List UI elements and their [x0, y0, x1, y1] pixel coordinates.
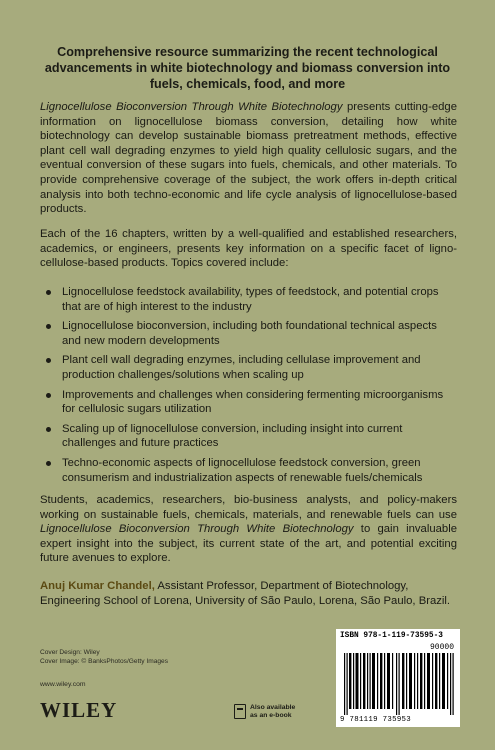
bullet-icon	[46, 461, 51, 466]
intro-paragraph	[40, 100, 457, 217]
isbn-supplement: 90000	[429, 643, 454, 652]
cover-design-credit: Cover Design: Wiley	[40, 649, 100, 656]
topic-text: Improvements and challenges when considering fermenting microorganisms for cellulosic sugars utilization	[62, 388, 444, 416]
bullet-icon	[46, 427, 51, 432]
publisher-website[interactable]: www.wiley.com	[40, 681, 86, 688]
isbn-digits: 9 781119 735953	[340, 716, 412, 724]
bullet-icon	[46, 290, 51, 295]
intro-book-title: Lignocellulose Bioconversion Through White Biotechnology	[40, 101, 343, 113]
author-affiliation: Assistant Professor, Department of Biotechnology, Engineering School of Lorena, University of São Paulo, Lorena, São Paulo, Brazil.	[40, 580, 451, 607]
audience-text-before: Students, academics, researchers, bio-business analysts, and policy-makers working on sustainable fuels, chemicals, materials, and renewable fuels can use	[40, 494, 457, 521]
ebook-line-1: Also available	[250, 704, 296, 711]
audience-text-after: to gain invaluable expert insight into the subject, its current state of the art, and potential exciting future avenues to explore.	[40, 523, 457, 565]
isbn-label: ISBN 978-1-119-73595-3	[340, 632, 443, 640]
author-name: Anuj Kumar Chandel,	[40, 580, 155, 592]
headline: Comprehensive resource summarizing the recent technological advancements in white biotechnology and biomass conversion into fuels, chemicals, food, and more	[44, 45, 451, 91]
topic-text: Plant cell wall degrading enzymes, including cellulase improvement and production challenges/solutions when scaling up	[62, 354, 421, 381]
topic-text: Lignocellulose feedstock availability, types of feedstock, and potential crops that are of high interest to the industry	[62, 286, 439, 313]
chapters-paragraph: Each of the 16 chapters, written by a well-qualified and established researchers, academics, or engineers, presents key information on a specific facet of lignocellulose-based products. Topics covered include:	[40, 228, 457, 270]
topic-item	[46, 319, 456, 348]
cover-credits	[40, 648, 168, 666]
topic-item	[46, 353, 456, 382]
isbn-barcode-box	[336, 629, 460, 727]
bullet-icon	[46, 358, 51, 363]
topic-text: Lignocellulose bioconversion, including both foundational technical aspects and new modern developments	[62, 320, 437, 347]
topic-item	[46, 456, 456, 485]
audience-paragraph	[40, 493, 457, 566]
topic-text: Scaling up of lignocellulose conversion, including insight into current challenges and future practices	[62, 422, 403, 450]
wiley-logo: WILEY	[40, 698, 118, 722]
author-bio	[40, 579, 460, 608]
ebook-icon	[234, 704, 246, 719]
audience-book-title: Lignocellulose Bioconversion Through White Biotechnology	[40, 523, 354, 536]
barcode-icon	[342, 653, 456, 715]
cover-image-credit: Cover Image: © BanksPhotos/Getty Images	[40, 658, 168, 665]
ebook-notice	[234, 704, 295, 720]
bullet-icon	[46, 393, 51, 398]
topic-text: Techno-economic aspects of lignocellulose feedstock conversion, green consumerism and industrialization aspects of renewable fuels/chemicals	[62, 456, 423, 484]
ebook-line-2: as an e-book	[250, 712, 292, 719]
bullet-icon	[46, 324, 51, 329]
topic-item	[46, 285, 456, 314]
topic-item	[46, 388, 456, 417]
topics-list	[46, 285, 456, 490]
topic-item	[46, 422, 456, 451]
intro-text: presents cutting-edge information on lignocellulose biomass conversion, detailing how white biotechnology can develop sustainable biomass pretreatment methods, effective plant cell wall degrading enzymes to yield high quality cellulosic sugars, and the eventual conversion of these sugars into fuels, chemicals, and other materials. To provide comprehensive coverage of the subject, the work offers in-depth critical analysis into both techno-economic and life cycle analysis of lignocellulose-based products.	[40, 101, 457, 216]
